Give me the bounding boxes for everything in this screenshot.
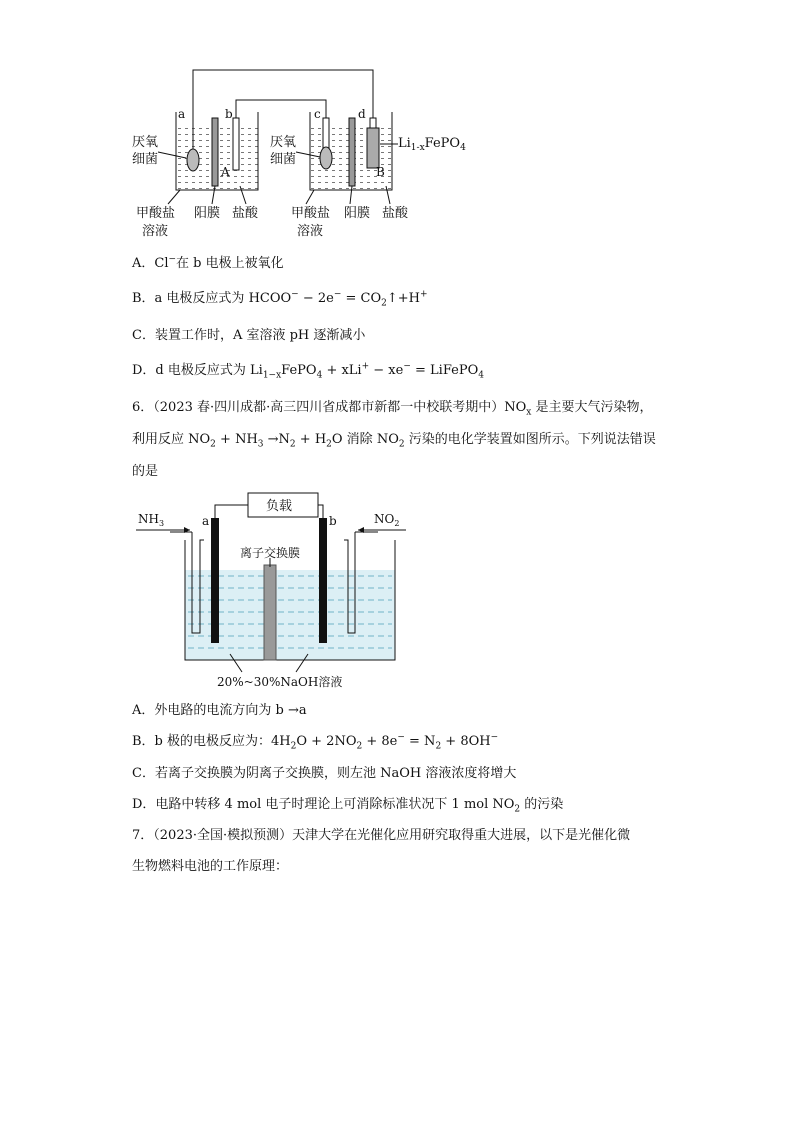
label-anaerobe-right-2: 细菌 (270, 152, 297, 167)
q7-stem-line2: 生物燃料电池的工作原理： (132, 859, 289, 874)
label-chamber-B: B (376, 165, 385, 179)
label-electrode-a: a (202, 514, 210, 528)
label-formate-right-2: 溶液 (297, 224, 324, 239)
label-load: 负载 (266, 499, 293, 514)
label-formate-right-1: 甲酸盐 (291, 206, 331, 221)
wire-b-c (236, 100, 326, 118)
q5-option-b: B．a 电极反应式为 HCOO− − $2e^- = CO_2↑+H^+$ (132, 289, 428, 309)
label-membrane: 离子交换膜 (240, 546, 301, 560)
electrode-b (233, 118, 239, 170)
label-d: d (358, 107, 366, 121)
label-no2: $NO_2$ (374, 512, 400, 528)
membrane-left (212, 118, 218, 186)
label-formate-left-2: 溶液 (142, 224, 169, 239)
q6-option-a: A．外电路的电流方向为 b →a (132, 703, 307, 718)
label-membrane-right: 阳膜 (344, 206, 371, 221)
label-anaerobe-right-1: 厌氧 (270, 135, 297, 150)
q6-option-d: D．电路中转移 4 mol 电子时理论上可消除标准状况下 1 mol $NO_2$ 的污染 (132, 797, 564, 815)
q6-stem-line2: 利用反应 $NO_2 + NH_3 \to N_2 + H_2O$ 消除 $NO_2$ 污染的电化学装置如图所示。下列说法错误 (132, 432, 656, 450)
figure-no2-cell (130, 490, 420, 695)
electrode-a (211, 518, 219, 643)
label-c: c (314, 107, 321, 121)
q6-stem-line1: 6．（2023 春·四川成都·高三四川省成都市新都一中校联考期中）$NO_x$ 是主要大气污染物， (132, 400, 653, 418)
label-anaerobe-left-2: 细菌 (132, 152, 159, 167)
label-membrane-left: 阳膜 (194, 206, 221, 221)
label-hcl-left: 盐酸 (232, 206, 259, 221)
q5-option-d: D．d 电极反应式为 $Li_{1-x}FePO_4 + xLi^+ - xe^-$ = LiFePO$_4$ (132, 361, 484, 381)
label-naoh-solution: 20%~30%NaOH溶液 (217, 675, 343, 689)
label-a: a (178, 107, 186, 121)
wire-a-d (193, 70, 373, 118)
electrode-b2 (319, 518, 327, 643)
anaerobe-right (320, 147, 332, 169)
anaerobe-left (187, 149, 199, 171)
membrane-right (349, 118, 355, 186)
q6-option-b: B．b 极的电极反应为：$4H_2O + 2NO_2 + 8e^- = N_2 + 8OH^-$ (132, 732, 499, 752)
label-chamber-A: A (221, 165, 230, 179)
label-hcl-right: 盐酸 (382, 206, 409, 221)
q5-option-a: A．Cl−在 b 电极上被氧化 (132, 254, 284, 271)
label-li-fepo4: $Li_{1-x}FePO_4$ (398, 136, 466, 153)
electrode-c (323, 118, 329, 148)
label-nh3: $NH_3$ (138, 512, 165, 528)
ion-exchange-membrane (264, 565, 276, 660)
q6-option-c: C．若离子交换膜为阴离子交换膜，则左池 NaOH 溶液浓度将增大 (132, 766, 517, 781)
q5-option-c: C．装置工作时，A 室溶液 pH 逐渐减小 (132, 328, 366, 343)
label-b: b (225, 107, 233, 121)
label-anaerobe-left-1: 厌氧 (132, 135, 159, 150)
electrode-d (367, 128, 379, 168)
figure-bacterial-cell (128, 60, 488, 245)
label-formate-left-1: 甲酸盐 (136, 206, 176, 221)
q7-stem-line1: 7．（2023·全国·模拟预测）天津大学在光催化应用研究取得重大进展，以下是光催化微 (132, 828, 631, 843)
label-electrode-b: b (329, 514, 337, 528)
q6-stem-line3: 的是 (132, 464, 159, 479)
